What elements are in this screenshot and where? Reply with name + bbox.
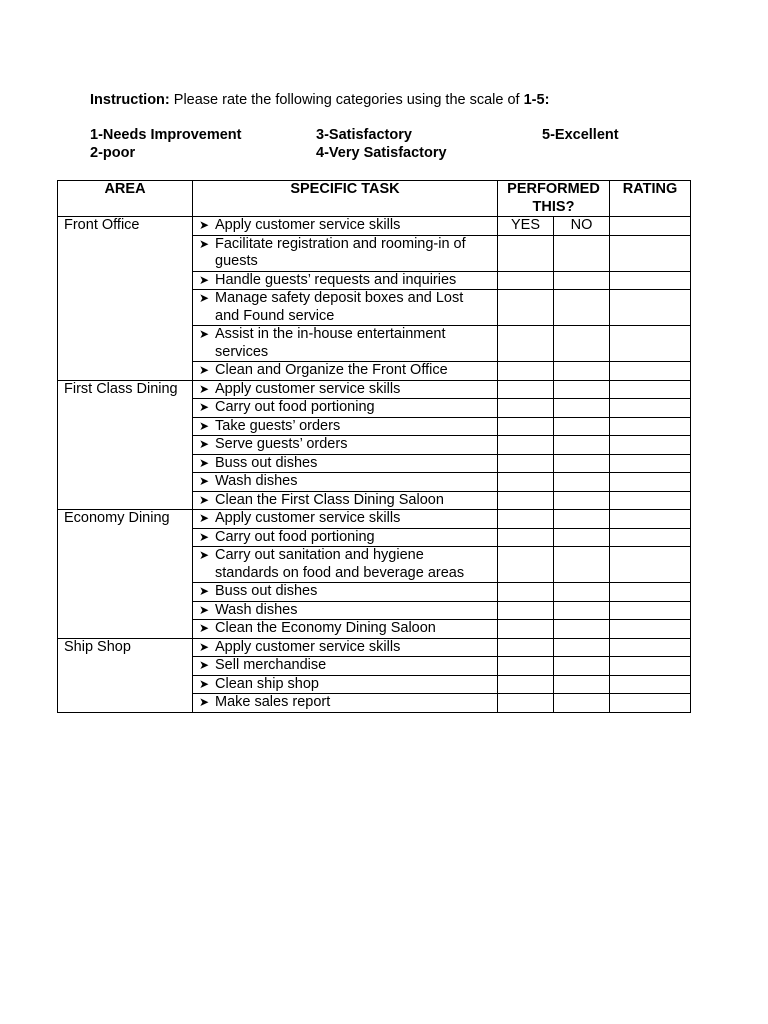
arrow-bullet-icon: ➤	[199, 529, 210, 544]
no-cell[interactable]	[554, 399, 610, 418]
header-rating: RATING	[610, 181, 691, 217]
arrow-bullet-icon: ➤	[199, 658, 210, 672]
arrow-bullet-icon: ➤	[199, 548, 210, 562]
task-text: Apply customer service skills	[215, 380, 401, 397]
rating-cell[interactable]	[610, 399, 691, 418]
yes-cell[interactable]	[498, 399, 554, 418]
instruction-text: Please rate the following categories using the scale of	[169, 92, 524, 108]
yes-cell[interactable]	[498, 362, 554, 381]
yes-cell[interactable]	[498, 583, 554, 602]
arrow-bullet-icon: ➤	[199, 218, 210, 232]
rating-cell[interactable]	[610, 510, 691, 529]
task-cell	[193, 217, 498, 236]
instruction-scale: 1-5:	[523, 92, 550, 108]
scale-poor: 2-poor	[90, 145, 136, 161]
rating-table	[57, 180, 691, 713]
task-text: Carry out food portioning	[215, 399, 375, 415]
task-text: Make sales report	[215, 694, 331, 710]
rating-cell[interactable]	[610, 675, 691, 694]
task-text: Wash dishes	[215, 601, 298, 618]
arrow-bullet-icon: ➤	[199, 621, 210, 635]
task-cell	[193, 694, 498, 713]
no-cell[interactable]	[554, 547, 610, 583]
no-cell[interactable]	[554, 454, 610, 473]
task-cell	[193, 454, 498, 473]
arrow-bullet-icon: ➤	[199, 236, 210, 251]
header-performed-this: PERFORMED THIS?	[498, 181, 610, 217]
table-row	[58, 380, 691, 399]
task-text: Sell merchandise	[215, 657, 327, 673]
task-text: Wash dishes	[215, 473, 298, 489]
no-cell[interactable]	[554, 694, 610, 713]
no-cell[interactable]	[554, 528, 610, 547]
task-cell	[193, 510, 498, 529]
no-cell[interactable]	[554, 436, 610, 455]
arrow-bullet-icon: ➤	[199, 492, 210, 507]
rating-cell[interactable]	[610, 601, 691, 620]
task-cell	[193, 271, 498, 290]
yes-cell[interactable]	[498, 326, 554, 362]
no-cell[interactable]	[554, 362, 610, 381]
yes-cell[interactable]	[498, 675, 554, 694]
yes-cell[interactable]	[498, 638, 554, 657]
header-specific-task: SPECIFIC TASK	[193, 181, 498, 217]
table-row	[58, 638, 691, 657]
rating-cell[interactable]	[610, 217, 691, 236]
task-cell	[193, 547, 498, 583]
task-text: Buss out dishes	[215, 583, 318, 599]
arrow-bullet-icon: ➤	[199, 400, 210, 414]
yes-cell[interactable]	[498, 454, 554, 473]
task-cell	[193, 601, 498, 620]
rating-cell[interactable]	[610, 436, 691, 455]
task-cell	[193, 657, 498, 676]
rating-cell[interactable]	[610, 638, 691, 657]
rating-cell[interactable]	[610, 326, 691, 362]
yes-cell[interactable]	[498, 528, 554, 547]
arrow-bullet-icon: ➤	[199, 363, 210, 377]
task-text: Clean the First Class Dining Saloon	[215, 491, 444, 508]
arrow-bullet-icon: ➤	[199, 272, 210, 287]
arrow-bullet-icon: ➤	[199, 639, 210, 654]
rating-cell[interactable]	[610, 620, 691, 639]
rating-cell[interactable]	[610, 473, 691, 492]
rating-cell[interactable]	[610, 454, 691, 473]
task-cell	[193, 380, 498, 399]
task-text: Assist in the in-house entertainment services	[215, 326, 446, 360]
task-cell	[193, 638, 498, 657]
no-cell[interactable]	[554, 638, 610, 657]
scale-very-satisfactory: 4-Very Satisfactory	[316, 145, 447, 161]
rating-cell[interactable]	[610, 417, 691, 436]
rating-cell[interactable]	[610, 657, 691, 676]
area-cell: Front Office	[58, 217, 193, 381]
task-text: Take guests’ orders	[215, 417, 341, 434]
task-text: Clean ship shop	[215, 675, 319, 692]
rating-cell[interactable]	[610, 271, 691, 290]
task-cell	[193, 620, 498, 639]
task-cell	[193, 417, 498, 436]
task-text: Clean the Economy Dining Saloon	[215, 620, 436, 636]
task-text: Manage safety deposit boxes and Lost and Found service	[215, 290, 464, 324]
task-cell	[193, 675, 498, 694]
no-cell[interactable]	[554, 326, 610, 362]
scale-satisfactory: 3-Satisfactory	[316, 127, 412, 143]
yes-cell[interactable]	[498, 694, 554, 713]
arrow-bullet-icon: ➤	[199, 418, 210, 433]
no-cell[interactable]	[554, 473, 610, 492]
yes-cell[interactable]	[498, 290, 554, 326]
yes-label: YES	[498, 217, 554, 236]
table-header-row	[58, 181, 691, 217]
yes-cell[interactable]	[498, 510, 554, 529]
rating-cell[interactable]	[610, 235, 691, 271]
task-cell	[193, 399, 498, 418]
yes-cell[interactable]	[498, 473, 554, 492]
no-cell[interactable]	[554, 675, 610, 694]
yes-cell[interactable]	[498, 380, 554, 399]
task-cell	[193, 491, 498, 510]
arrow-bullet-icon: ➤	[199, 455, 210, 470]
no-cell[interactable]	[554, 583, 610, 602]
arrow-bullet-icon: ➤	[199, 381, 210, 396]
yes-cell[interactable]	[498, 235, 554, 271]
no-cell[interactable]	[554, 380, 610, 399]
task-text: Apply customer service skills	[215, 510, 401, 526]
no-cell[interactable]	[554, 417, 610, 436]
arrow-bullet-icon: ➤	[199, 291, 210, 305]
arrow-bullet-icon: ➤	[199, 695, 210, 709]
no-cell[interactable]	[554, 510, 610, 529]
task-text: Serve guests’ orders	[215, 436, 348, 452]
arrow-bullet-icon: ➤	[199, 511, 210, 525]
area-cell: Ship Shop	[58, 638, 193, 712]
rating-cell[interactable]	[610, 547, 691, 583]
no-cell[interactable]	[554, 271, 610, 290]
area-cell: Economy Dining	[58, 510, 193, 639]
table-body	[58, 217, 691, 713]
no-cell[interactable]	[554, 620, 610, 639]
yes-cell[interactable]	[498, 436, 554, 455]
no-cell[interactable]	[554, 290, 610, 326]
arrow-bullet-icon: ➤	[199, 584, 210, 598]
table-row	[58, 217, 691, 236]
arrow-bullet-icon: ➤	[199, 676, 210, 691]
rating-cell[interactable]	[610, 528, 691, 547]
task-text: Facilitate registration and rooming-in of guests	[215, 235, 466, 269]
task-cell	[193, 528, 498, 547]
no-cell[interactable]	[554, 601, 610, 620]
task-text: Carry out food portioning	[215, 528, 375, 545]
yes-cell[interactable]	[498, 601, 554, 620]
no-cell[interactable]	[554, 235, 610, 271]
rating-cell[interactable]	[610, 583, 691, 602]
yes-cell[interactable]	[498, 547, 554, 583]
task-cell	[193, 290, 498, 326]
arrow-bullet-icon: ➤	[199, 327, 210, 341]
task-text: Apply customer service skills	[215, 638, 401, 655]
task-cell	[193, 436, 498, 455]
arrow-bullet-icon: ➤	[199, 602, 210, 617]
rating-cell[interactable]	[610, 491, 691, 510]
task-text: Apply customer service skills	[215, 217, 401, 233]
no-label: NO	[554, 217, 610, 236]
task-cell	[193, 235, 498, 271]
header-area: AREA	[58, 181, 193, 217]
arrow-bullet-icon: ➤	[199, 474, 210, 488]
task-text: Carry out sanitation and hygiene standards on food and beverage areas	[215, 547, 465, 581]
instruction-label: Instruction:	[90, 92, 170, 108]
yes-cell[interactable]	[498, 657, 554, 676]
task-text: Buss out dishes	[215, 454, 318, 471]
task-cell	[193, 473, 498, 492]
instruction-line	[90, 92, 549, 108]
no-cell[interactable]	[554, 491, 610, 510]
task-text: Handle guests’ requests and inquiries	[215, 271, 457, 288]
rating-cell[interactable]	[610, 694, 691, 713]
area-cell: First Class Dining	[58, 380, 193, 510]
rating-cell[interactable]	[610, 290, 691, 326]
task-cell	[193, 326, 498, 362]
yes-cell[interactable]	[498, 620, 554, 639]
task-text: Clean and Organize the Front Office	[215, 362, 448, 378]
yes-cell[interactable]	[498, 417, 554, 436]
yes-cell[interactable]	[498, 271, 554, 290]
scale-needs-improvement: 1-Needs Improvement	[90, 127, 242, 143]
task-cell	[193, 583, 498, 602]
task-cell	[193, 362, 498, 381]
table-row	[58, 510, 691, 529]
arrow-bullet-icon: ➤	[199, 437, 210, 451]
rating-cell[interactable]	[610, 380, 691, 399]
rating-cell[interactable]	[610, 362, 691, 381]
no-cell[interactable]	[554, 657, 610, 676]
scale-excellent: 5-Excellent	[542, 127, 619, 143]
yes-cell[interactable]	[498, 491, 554, 510]
